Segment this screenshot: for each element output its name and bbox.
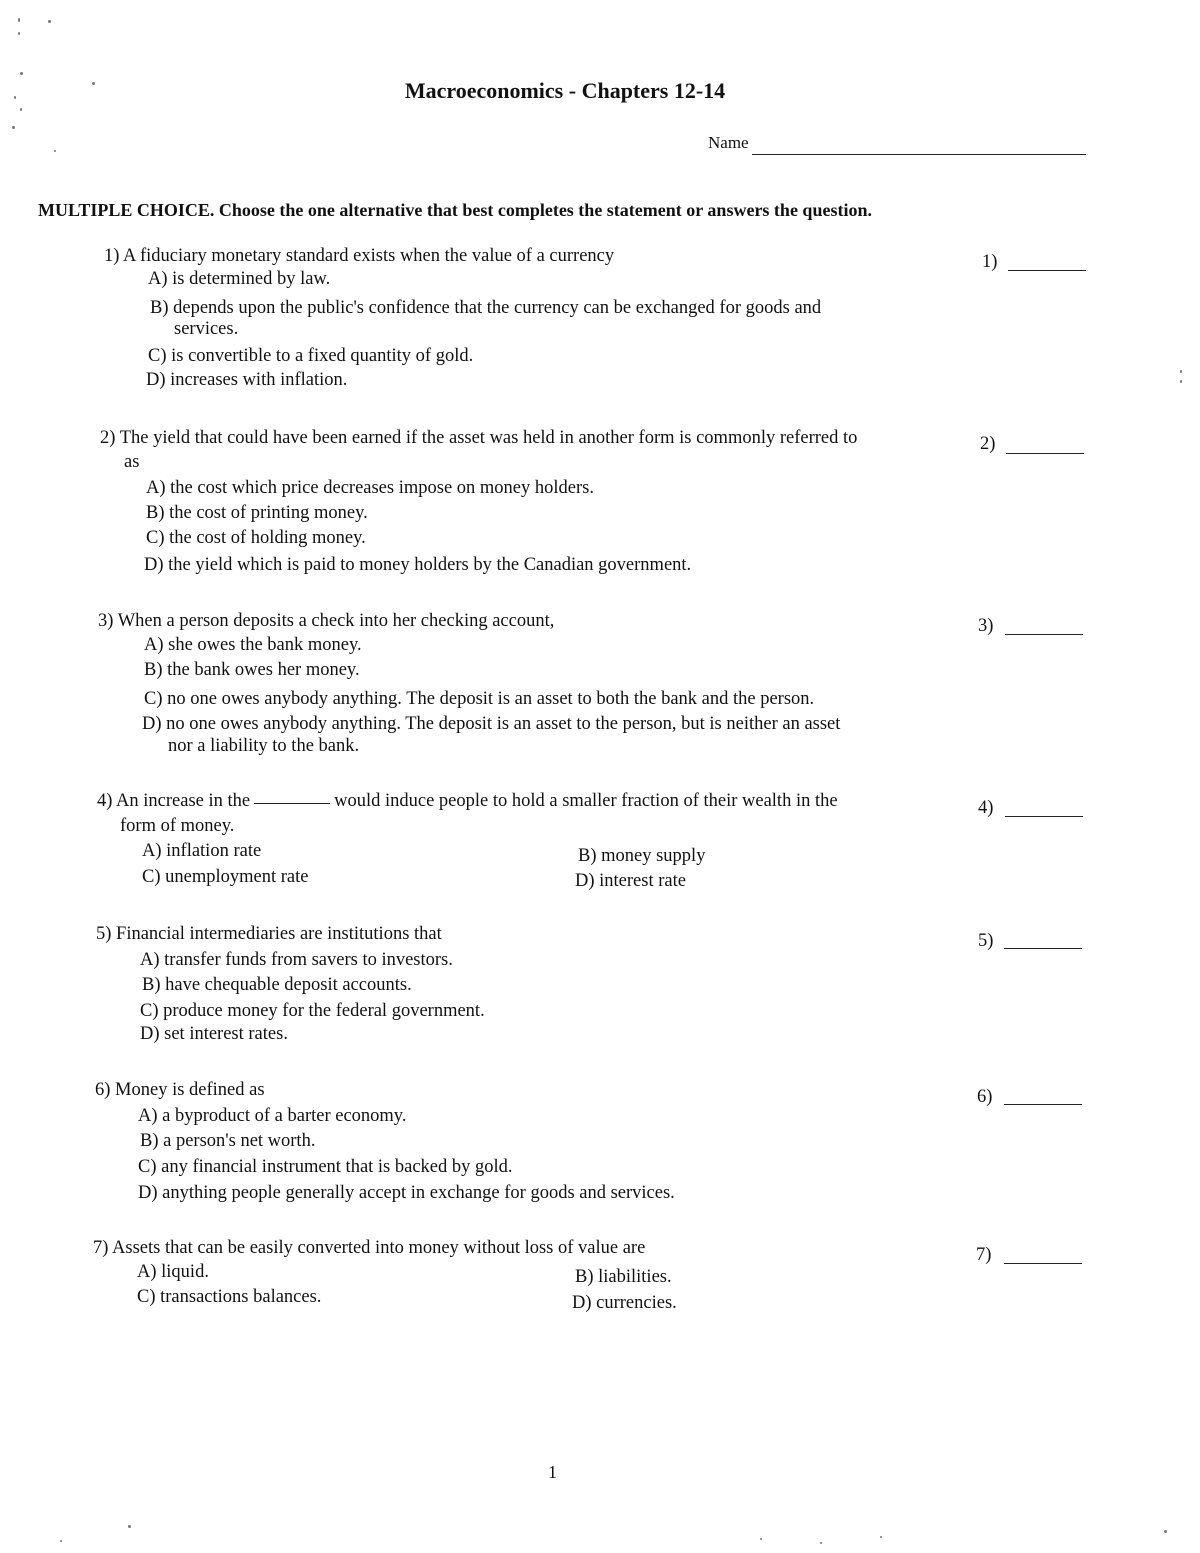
option-c: C) no one owes anybody anything. The deposit is an asset to both the bank and the person. [144,689,815,709]
answer-label: 1) [982,252,998,272]
answer-blank[interactable] [1005,634,1083,635]
answer-label: 3) [978,616,994,636]
question-number: 6) [95,1080,111,1100]
question-stem [96,923,442,945]
option-b: B) money supply [578,846,706,866]
question-number: 4) [97,791,113,811]
question-stem [98,610,554,632]
option-d: D) anything people generally accept in exchange for goods and services. [138,1183,675,1203]
question-stem [104,245,614,267]
question-number: 2) [100,428,116,448]
answer-label: 7) [976,1245,992,1265]
option-a: A) a byproduct of a barter economy. [138,1106,407,1126]
option-a: A) the cost which price decreases impose on money holders. [146,478,594,498]
question-text-continued: form of money. [120,816,235,836]
option-b: B) have chequable deposit accounts. [142,975,412,995]
question-stem [97,790,838,812]
option-c: C) transactions balances. [137,1287,322,1307]
page-number: 1 [548,1462,557,1482]
option-d: D) interest rate [575,871,686,891]
answer-label: 6) [977,1087,993,1107]
question-text: The yield that could have been earned if the asset was held in another form is commonly referred to [119,428,858,448]
option-c: C) any financial instrument that is backed by gold. [138,1157,513,1177]
option-d: D) no one owes anybody anything. The deposit is an asset to the person, but is neither an asset [142,714,841,734]
answer-blank[interactable] [1004,948,1082,949]
answer-blank[interactable] [1005,816,1083,817]
fill-in-blank [254,803,330,804]
option-b: B) a person's net worth. [140,1131,316,1151]
question-text-continued: as [124,452,140,472]
answer-label: 2) [980,434,996,454]
question-number: 7) [93,1238,109,1258]
question-text: Assets that can be easily converted into money without loss of value are [112,1238,646,1258]
option-b: B) the bank owes her money. [144,660,360,680]
option-c: C) is convertible to a fixed quantity of gold. [148,346,474,366]
question-number: 3) [98,611,114,631]
option-a: A) inflation rate [142,841,262,861]
option-a: A) transfer funds from savers to investors. [140,950,453,970]
name-field[interactable] [752,154,1086,155]
answer-blank[interactable] [1004,1263,1082,1264]
question-stem [95,1079,265,1101]
question-text: Money is defined as [115,1080,265,1100]
option-d: D) increases with inflation. [146,370,348,390]
option-c: C) produce money for the federal government. [140,1001,485,1021]
name-label: Name [708,133,749,152]
option-d: D) currencies. [572,1293,677,1313]
question-text: Financial intermediaries are institutions that [116,924,442,944]
option-a: A) is determined by law. [148,269,331,289]
option-b: B) liabilities. [575,1267,672,1287]
option-c: C) unemployment rate [142,867,309,887]
question-number: 1) [104,246,120,266]
option-b: B) the cost of printing money. [146,503,368,523]
question-text: When a person deposits a check into her checking account, [117,611,555,631]
question-number: 5) [96,924,112,944]
question-stem [93,1237,645,1259]
answer-blank[interactable] [1004,1104,1082,1105]
option-d-continued: nor a liability to the bank. [168,736,360,756]
question-text: An increase in the [116,791,251,811]
answer-blank[interactable] [1006,453,1084,454]
option-c: C) the cost of holding money. [146,528,366,548]
option-a: A) she owes the bank money. [144,635,362,655]
option-b-continued: services. [174,319,239,339]
answer-label: 5) [978,931,994,951]
question-text: A fiduciary monetary standard exists when the value of a currency [123,246,615,266]
option-d: D) set interest rates. [140,1024,288,1044]
instructions: MULTIPLE CHOICE. Choose the one alternative that best completes the statement or answers the question. [38,200,872,220]
option-b: B) depends upon the public's confidence that the currency can be exchanged for goods and [150,298,822,318]
answer-blank[interactable] [1008,270,1086,271]
option-d: D) the yield which is paid to money holders by the Canadian government. [144,555,692,575]
option-a: A) liquid. [137,1262,209,1282]
page-title: Macroeconomics - Chapters 12-14 [404,78,726,103]
question-text-after-blank: would induce people to hold a smaller fraction of their wealth in the [334,791,838,811]
question-stem [100,427,857,449]
answer-label: 4) [978,798,994,818]
